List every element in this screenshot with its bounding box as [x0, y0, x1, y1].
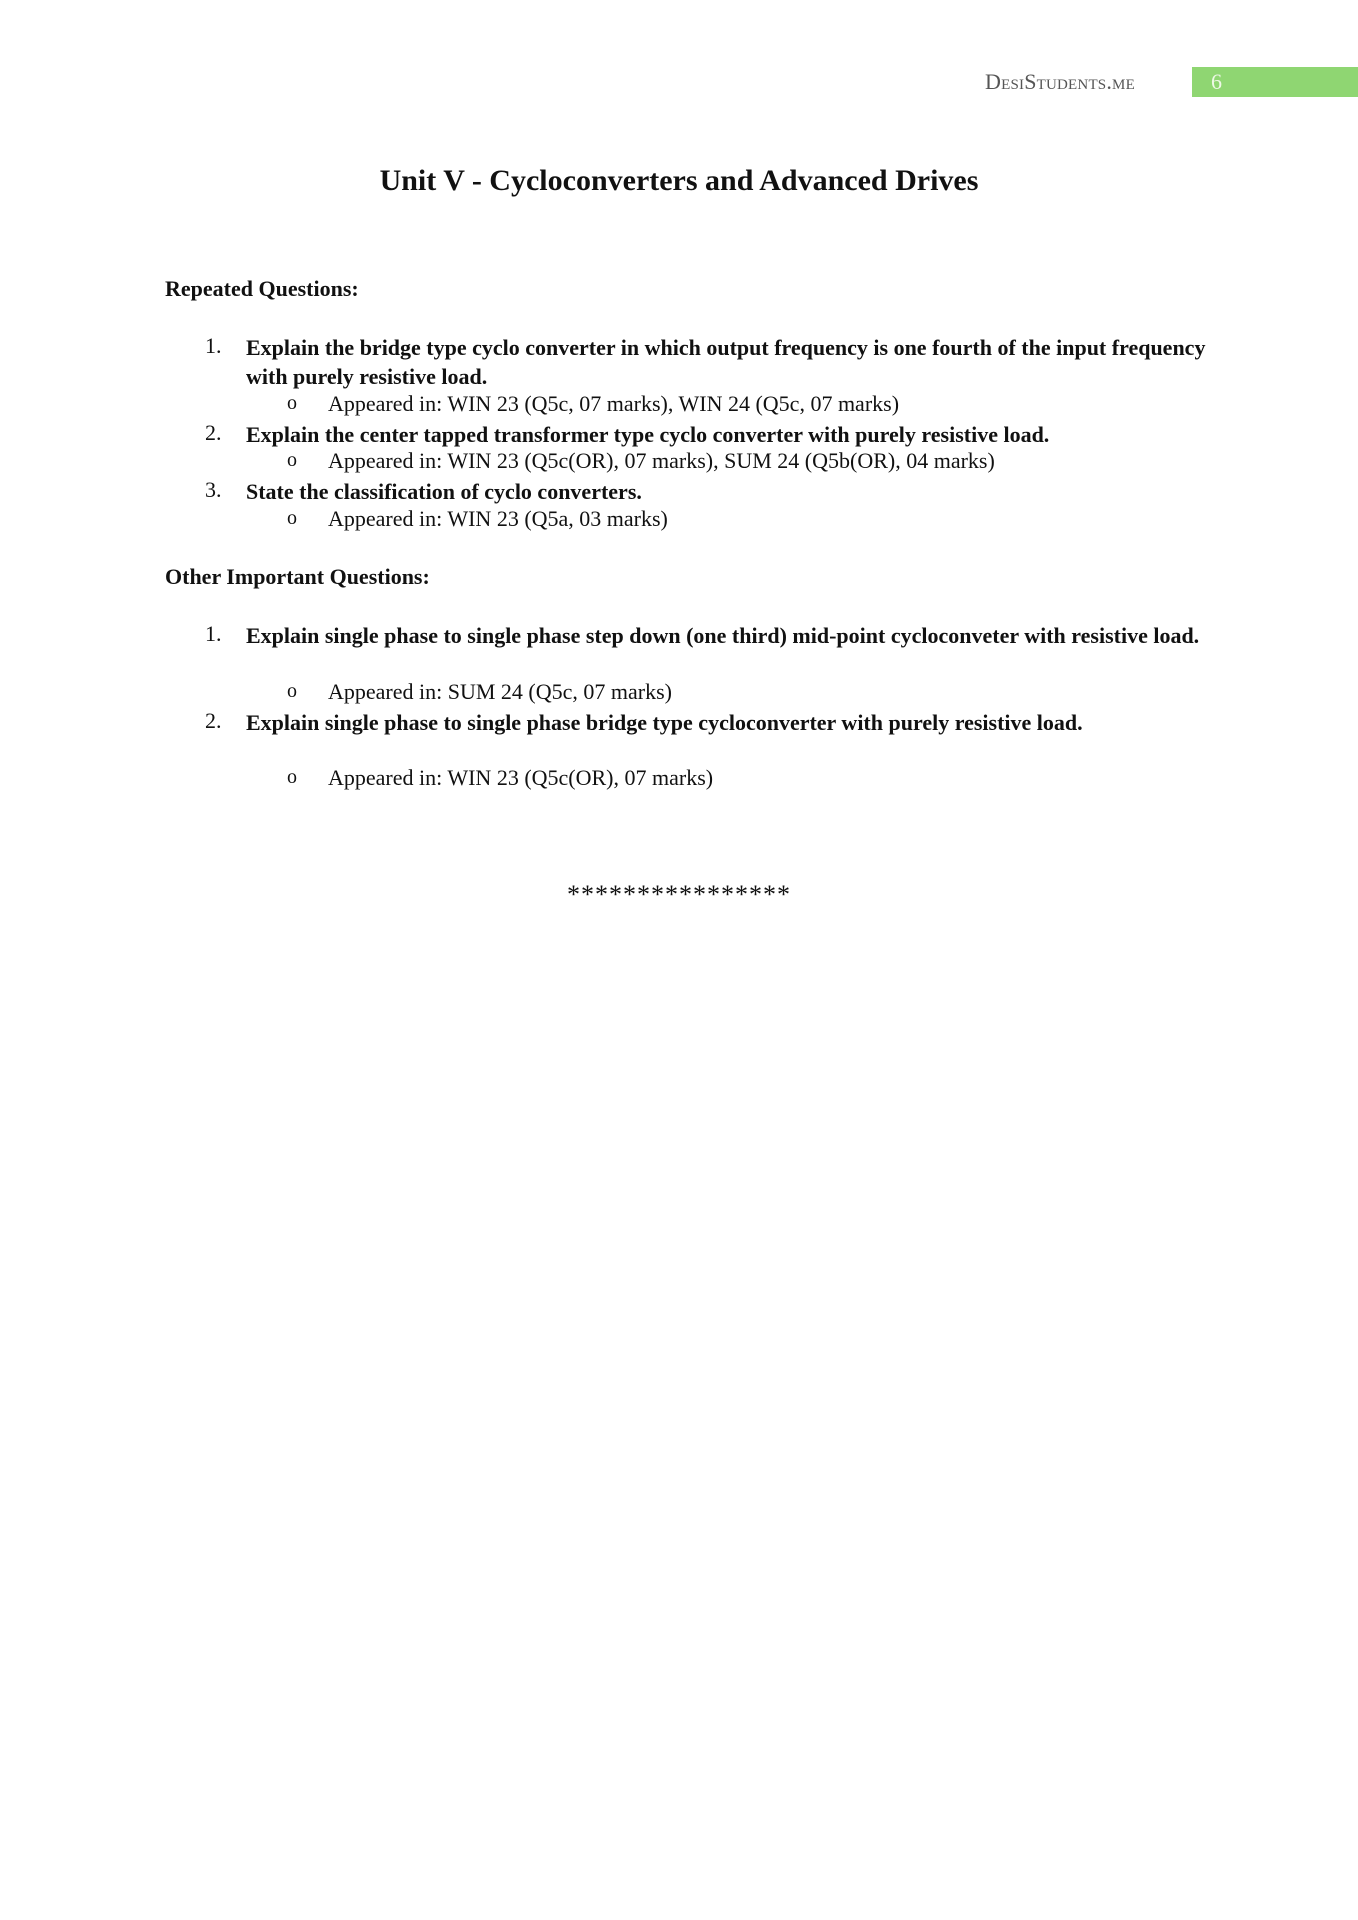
- item-number: 1.: [205, 621, 222, 646]
- question-text: Explain the center tapped transformer type cyclo converter with purely resistive load.: [246, 422, 1050, 447]
- appeared-text: Appeared in: SUM 24 (Q5c, 07 marks): [328, 679, 672, 704]
- bullet-icon: o: [287, 449, 297, 471]
- page-number-badge: [1192, 67, 1358, 97]
- question-text: Explain single phase to single phase step down (one third) mid-point cycloconveter with resistive load.: [246, 623, 1200, 648]
- item-number: 2.: [205, 708, 222, 733]
- question-text: Explain single phase to single phase bridge type cycloconverter with purely resistive load.: [246, 710, 1083, 735]
- appeared-text: Appeared in: WIN 23 (Q5c, 07 marks), WIN 24 (Q5c, 07 marks): [328, 391, 900, 416]
- item-number: 1.: [205, 333, 222, 358]
- appeared-text: Appeared in: WIN 23 (Q5c(OR), 07 marks): [328, 765, 714, 790]
- bullet-icon: o: [287, 766, 297, 788]
- site-name: DesiStudents.me: [985, 69, 1135, 94]
- appeared-text: Appeared in: WIN 23 (Q5c(OR), 07 marks), SUM 24 (Q5b(OR), 04 marks): [328, 448, 995, 473]
- section-heading-repeated: Repeated Questions:: [165, 276, 359, 301]
- item-number: 3.: [205, 477, 222, 502]
- end-separator: ****************: [567, 880, 791, 909]
- page-number: 6: [1211, 69, 1222, 94]
- question-text: Explain the bridge type cyclo converter in which output frequency is one fourth of the input frequency with purely resistive load.: [246, 335, 1206, 389]
- page-title: Unit V - Cycloconverters and Advanced Drives: [379, 164, 979, 197]
- bullet-icon: o: [287, 680, 297, 702]
- bullet-icon: o: [287, 507, 297, 529]
- section-heading-other: Other Important Questions:: [165, 564, 430, 589]
- item-number: 2.: [205, 420, 222, 445]
- question-text: State the classification of cyclo converters.: [246, 479, 642, 504]
- bullet-icon: o: [287, 392, 297, 414]
- appeared-text: Appeared in: WIN 23 (Q5a, 03 marks): [328, 506, 668, 531]
